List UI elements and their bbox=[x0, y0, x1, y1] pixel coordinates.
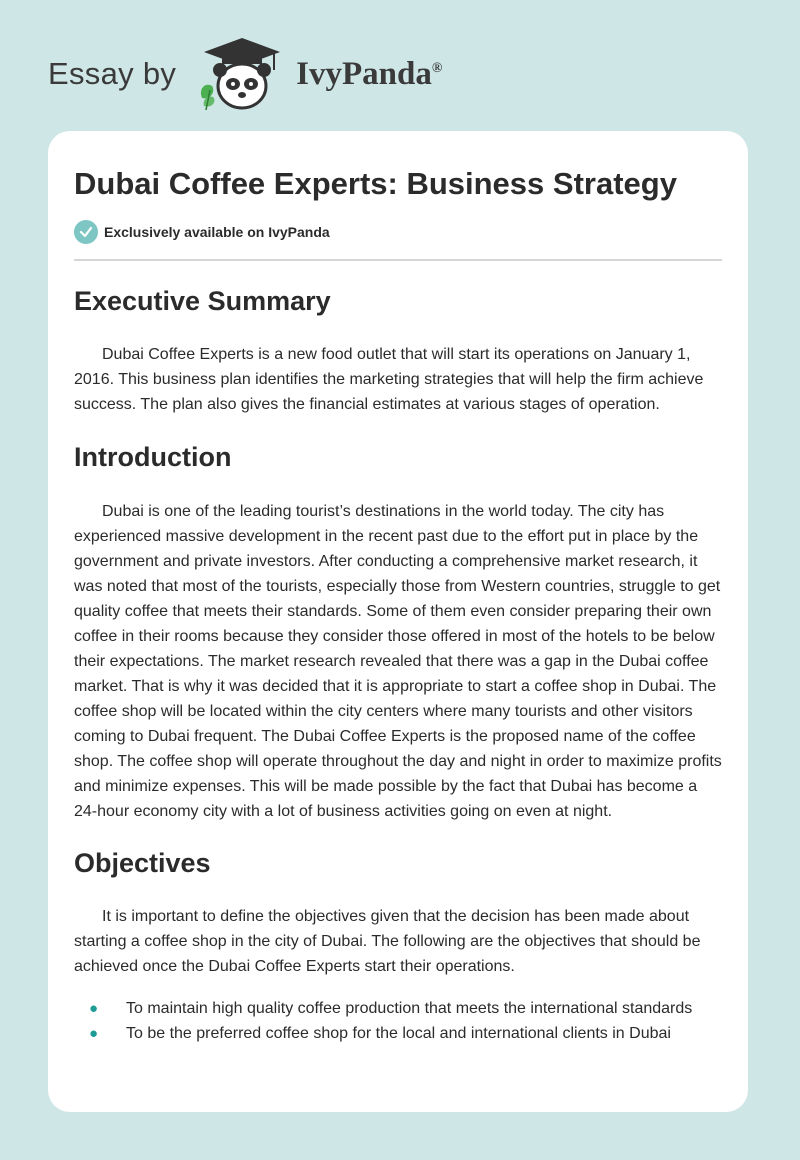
exclusive-badge bbox=[74, 220, 722, 244]
bullet-dot-icon: ● bbox=[89, 1000, 99, 1018]
panda-logo-icon[interactable] bbox=[194, 36, 290, 112]
objectives-list bbox=[74, 996, 722, 1046]
list-item bbox=[74, 996, 722, 1021]
list-item-text: To be the preferred coffee shop for the local and international clients in Dubai bbox=[126, 1025, 671, 1043]
article-card bbox=[48, 131, 748, 1112]
section-heading-objectives: Objectives bbox=[74, 847, 211, 878]
brand-prefix: Essay by bbox=[48, 56, 177, 91]
list-item-text: To maintain high quality coffee production that meets the international standards bbox=[126, 1000, 693, 1018]
paragraph-executive-summary: Dubai Coffee Experts is a new food outlet that will start its operations on January 1, 2016. This business plan identifies the marketing strategies that will help the firm achieve success. The plan also gives the financial estimates at various stages of operation. bbox=[74, 345, 704, 413]
bullet-dot-icon: ● bbox=[89, 1025, 99, 1043]
section-heading-executive-summary: Executive Summary bbox=[74, 286, 331, 317]
brand-name[interactable]: IvyPanda® bbox=[296, 55, 443, 92]
paragraph-introduction: Dubai is one of the leading tourist’s destinations in the world today. The city has experienced massive development in the recent past due to the effort put in place by the government and private investors. After conducting a comprehensive market research, it was noted that most of the tourists, especially those from Western countries, struggle to get quality coffee that meets their standards. Some of them even consider preparing their own coffee in their rooms because they consider those offered in most of the hotels to be below their expectations. The market research revealed that there was a gap in the Dubai coffee market. That is why it was decided that it is appropriate to start a coffee shop in Dubai. The coffee shop will be located within the city centers where many tourists and other visitors coming to Dubai frequent. The Dubai Coffee Experts is the proposed name of the coffee shop. The coffee shop will operate throughout the day and night in order to maximize profits and minimize expenses. This will be made possible by the fact that Dubai has become a 24-hour economy city with a lot of business activities going on even at night. bbox=[74, 502, 722, 820]
divider bbox=[74, 259, 722, 261]
site-header bbox=[48, 34, 442, 114]
section-heading-introduction: Introduction bbox=[74, 441, 232, 472]
list-item bbox=[74, 1021, 722, 1046]
badge-text: Exclusively available on IvyPanda bbox=[104, 224, 330, 241]
paragraph-objectives: It is important to define the objectives given that the decision has been made about starting a coffee shop in the city of Dubai. The following are the objectives that should be achieved once the Dubai Coffee Experts start their operations. bbox=[74, 908, 701, 976]
article-title: Dubai Coffee Experts: Business Strategy bbox=[74, 166, 677, 201]
checkmark-icon bbox=[74, 220, 98, 244]
